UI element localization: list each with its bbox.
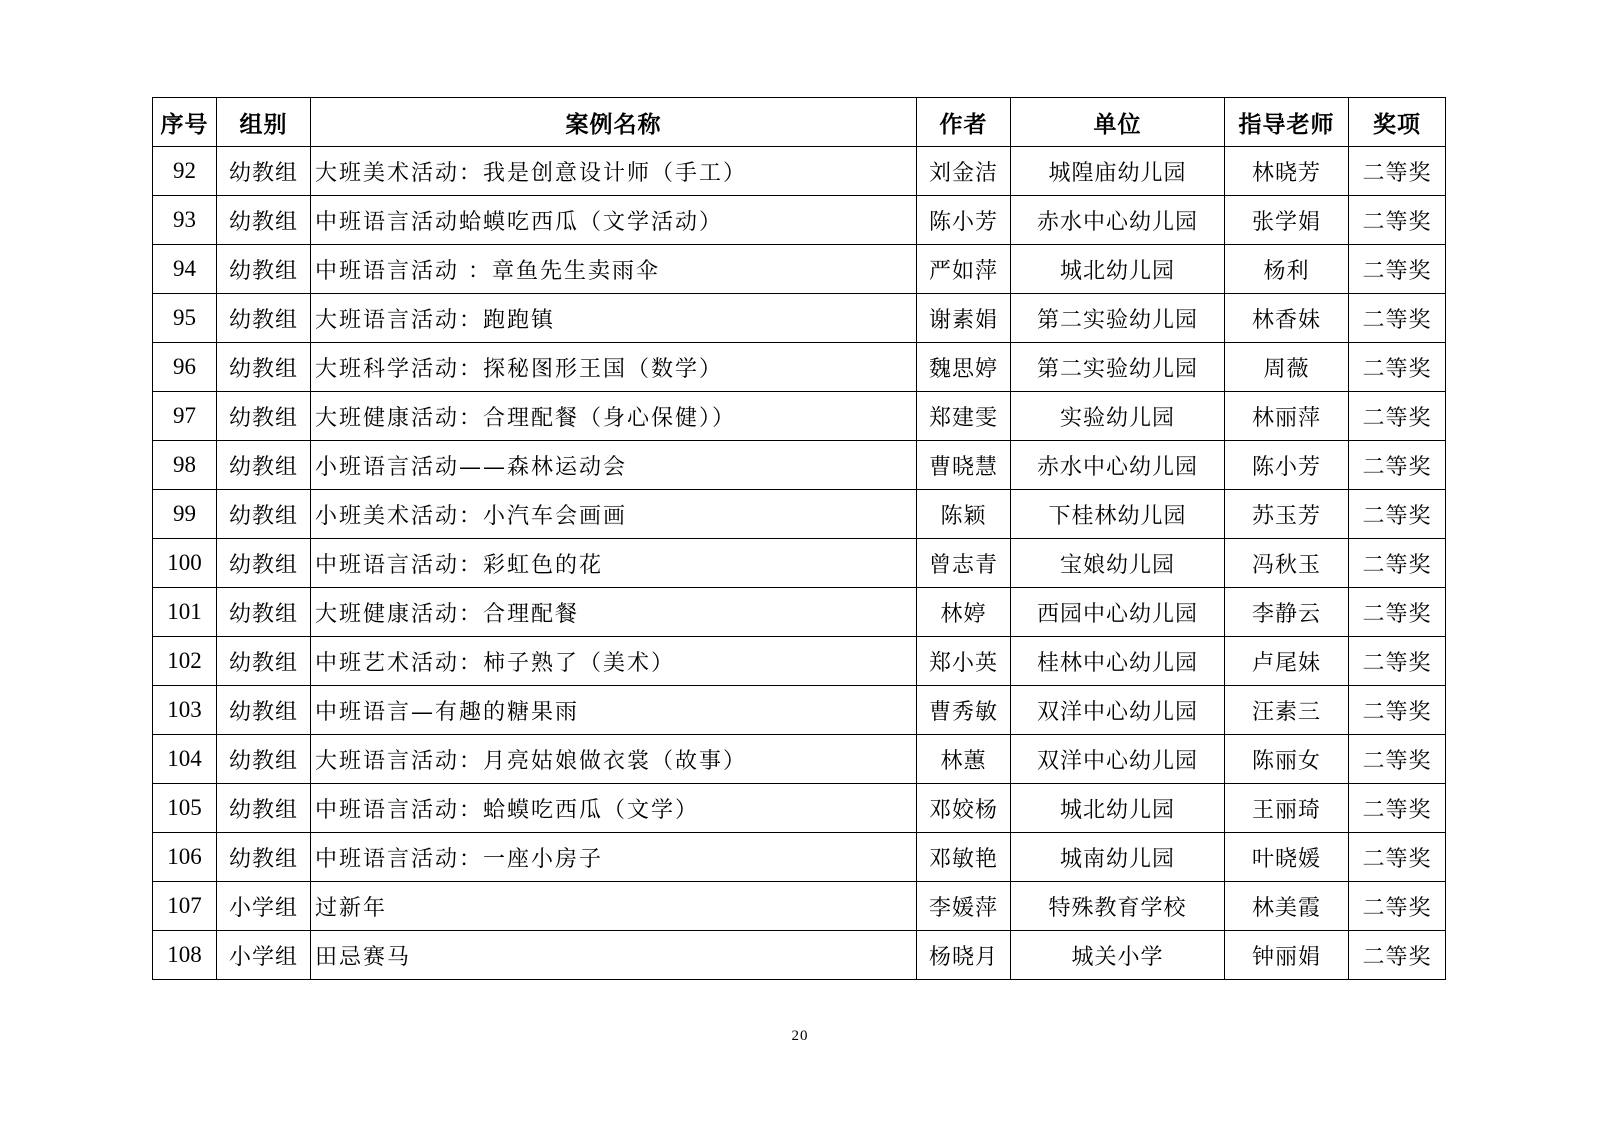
cell-unit: 城关小学 [1011, 931, 1225, 980]
table-row [153, 343, 1446, 392]
cell-index: 99 [153, 490, 217, 539]
cell-award: 二等奖 [1349, 735, 1446, 784]
cell-unit: 第二实验幼儿园 [1011, 294, 1225, 343]
cell-advisor: 林香妹 [1225, 294, 1349, 343]
cell-group: 幼教组 [217, 735, 311, 784]
header-advisor: 指导老师 [1225, 98, 1349, 147]
cell-award: 二等奖 [1349, 441, 1446, 490]
cell-author: 邓姣杨 [917, 784, 1011, 833]
table-row [153, 931, 1446, 980]
cell-case-name: 小班语言活动——森林运动会 [311, 441, 917, 490]
table-row [153, 245, 1446, 294]
cell-group: 幼教组 [217, 539, 311, 588]
cell-author: 林婷 [917, 588, 1011, 637]
cell-group: 小学组 [217, 882, 311, 931]
cell-advisor: 汪素三 [1225, 686, 1349, 735]
cell-group: 幼教组 [217, 196, 311, 245]
cell-unit: 城隍庙幼儿园 [1011, 147, 1225, 196]
header-unit: 单位 [1011, 98, 1225, 147]
cell-award: 二等奖 [1349, 882, 1446, 931]
table-row [153, 588, 1446, 637]
cell-case-name: 中班语言—有趣的糖果雨 [311, 686, 917, 735]
cell-index: 98 [153, 441, 217, 490]
cell-unit: 下桂林幼儿园 [1011, 490, 1225, 539]
cell-advisor: 钟丽娟 [1225, 931, 1349, 980]
cell-advisor: 冯秋玉 [1225, 539, 1349, 588]
table-row [153, 490, 1446, 539]
cell-advisor: 林晓芳 [1225, 147, 1349, 196]
cell-award: 二等奖 [1349, 490, 1446, 539]
table-row [153, 735, 1446, 784]
cell-advisor: 李静云 [1225, 588, 1349, 637]
cell-author: 陈小芳 [917, 196, 1011, 245]
cell-group: 幼教组 [217, 392, 311, 441]
cell-unit: 赤水中心幼儿园 [1011, 196, 1225, 245]
cell-group: 幼教组 [217, 294, 311, 343]
cell-case-name: 大班健康活动：合理配餐 [311, 588, 917, 637]
cell-unit: 宝娘幼儿园 [1011, 539, 1225, 588]
cell-unit: 实验幼儿园 [1011, 392, 1225, 441]
cell-case-name: 中班语言活动：彩虹色的花 [311, 539, 917, 588]
cell-award: 二等奖 [1349, 686, 1446, 735]
cell-award: 二等奖 [1349, 539, 1446, 588]
header-case-name: 案例名称 [311, 98, 917, 147]
header-group: 组别 [217, 98, 311, 147]
cell-unit: 第二实验幼儿园 [1011, 343, 1225, 392]
cell-author: 曹秀敏 [917, 686, 1011, 735]
cell-unit: 双洋中心幼儿园 [1011, 686, 1225, 735]
cell-group: 幼教组 [217, 490, 311, 539]
cell-award: 二等奖 [1349, 784, 1446, 833]
cell-index: 93 [153, 196, 217, 245]
cell-case-name: 中班语言活动蛤蟆吃西瓜（文学活动） [311, 196, 917, 245]
cell-unit: 城南幼儿园 [1011, 833, 1225, 882]
cell-advisor: 周薇 [1225, 343, 1349, 392]
cell-group: 幼教组 [217, 343, 311, 392]
cell-index: 101 [153, 588, 217, 637]
cell-case-name: 过新年 [311, 882, 917, 931]
cell-award: 二等奖 [1349, 931, 1446, 980]
cell-award: 二等奖 [1349, 147, 1446, 196]
table-row [153, 196, 1446, 245]
cell-award: 二等奖 [1349, 294, 1446, 343]
cell-index: 107 [153, 882, 217, 931]
cell-advisor: 陈小芳 [1225, 441, 1349, 490]
cell-author: 郑小英 [917, 637, 1011, 686]
table-row [153, 147, 1446, 196]
cell-index: 102 [153, 637, 217, 686]
cell-group: 幼教组 [217, 637, 311, 686]
cell-unit: 赤水中心幼儿园 [1011, 441, 1225, 490]
cell-award: 二等奖 [1349, 833, 1446, 882]
cell-advisor: 林美霞 [1225, 882, 1349, 931]
cell-unit: 特殊教育学校 [1011, 882, 1225, 931]
cell-author: 曾志青 [917, 539, 1011, 588]
cell-index: 104 [153, 735, 217, 784]
award-table [152, 97, 1446, 980]
cell-case-name: 小班美术活动：小汽车会画画 [311, 490, 917, 539]
cell-award: 二等奖 [1349, 343, 1446, 392]
cell-index: 103 [153, 686, 217, 735]
header-author: 作者 [917, 98, 1011, 147]
cell-author: 刘金洁 [917, 147, 1011, 196]
cell-case-name: 大班语言活动：跑跑镇 [311, 294, 917, 343]
cell-award: 二等奖 [1349, 392, 1446, 441]
cell-case-name: 田忌赛马 [311, 931, 917, 980]
cell-advisor: 杨利 [1225, 245, 1349, 294]
cell-advisor: 陈丽女 [1225, 735, 1349, 784]
cell-group: 幼教组 [217, 441, 311, 490]
cell-author: 林蕙 [917, 735, 1011, 784]
cell-case-name: 大班语言活动：月亮姑娘做衣裳（故事） [311, 735, 917, 784]
header-award: 奖项 [1349, 98, 1446, 147]
cell-award: 二等奖 [1349, 245, 1446, 294]
cell-group: 幼教组 [217, 245, 311, 294]
cell-index: 97 [153, 392, 217, 441]
cell-award: 二等奖 [1349, 588, 1446, 637]
cell-case-name: 大班健康活动：合理配餐（身心保健）） [311, 392, 917, 441]
cell-case-name: 大班科学活动：探秘图形王国（数学） [311, 343, 917, 392]
cell-author: 魏思婷 [917, 343, 1011, 392]
cell-group: 小学组 [217, 931, 311, 980]
cell-index: 106 [153, 833, 217, 882]
cell-award: 二等奖 [1349, 196, 1446, 245]
cell-author: 谢素娟 [917, 294, 1011, 343]
cell-unit: 桂林中心幼儿园 [1011, 637, 1225, 686]
cell-index: 94 [153, 245, 217, 294]
cell-author: 杨晓月 [917, 931, 1011, 980]
cell-case-name: 中班语言活动：一座小房子 [311, 833, 917, 882]
cell-group: 幼教组 [217, 784, 311, 833]
cell-author: 严如萍 [917, 245, 1011, 294]
cell-case-name: 中班艺术活动：柿子熟了（美术） [311, 637, 917, 686]
table-row [153, 294, 1446, 343]
cell-group: 幼教组 [217, 588, 311, 637]
cell-case-name: 中班语言活动 ：章鱼先生卖雨伞 [311, 245, 917, 294]
header-index: 序号 [153, 98, 217, 147]
table-row [153, 637, 1446, 686]
cell-author: 陈颖 [917, 490, 1011, 539]
table-row [153, 392, 1446, 441]
cell-advisor: 林丽萍 [1225, 392, 1349, 441]
cell-advisor: 叶晓媛 [1225, 833, 1349, 882]
cell-unit: 双洋中心幼儿园 [1011, 735, 1225, 784]
cell-group: 幼教组 [217, 833, 311, 882]
table-row [153, 539, 1446, 588]
cell-group: 幼教组 [217, 147, 311, 196]
cell-index: 95 [153, 294, 217, 343]
cell-unit: 城北幼儿园 [1011, 245, 1225, 294]
cell-author: 郑建雯 [917, 392, 1011, 441]
table-body [153, 147, 1446, 980]
cell-index: 108 [153, 931, 217, 980]
cell-author: 邓敏艳 [917, 833, 1011, 882]
cell-case-name: 中班语言活动：蛤蟆吃西瓜（文学） [311, 784, 917, 833]
cell-advisor: 卢尾妹 [1225, 637, 1349, 686]
cell-unit: 西园中心幼儿园 [1011, 588, 1225, 637]
cell-group: 幼教组 [217, 686, 311, 735]
table-row [153, 784, 1446, 833]
table-row [153, 686, 1446, 735]
cell-index: 105 [153, 784, 217, 833]
table-row [153, 833, 1446, 882]
page-number: 20 [791, 1028, 809, 1044]
cell-advisor: 王丽琦 [1225, 784, 1349, 833]
table-row [153, 441, 1446, 490]
cell-index: 100 [153, 539, 217, 588]
cell-case-name: 大班美术活动：我是创意设计师（手工） [311, 147, 917, 196]
cell-index: 92 [153, 147, 217, 196]
cell-author: 曹晓慧 [917, 441, 1011, 490]
cell-advisor: 张学娟 [1225, 196, 1349, 245]
cell-award: 二等奖 [1349, 637, 1446, 686]
cell-index: 96 [153, 343, 217, 392]
cell-author: 李媛萍 [917, 882, 1011, 931]
cell-advisor: 苏玉芳 [1225, 490, 1349, 539]
table-row [153, 882, 1446, 931]
table-header-row [153, 98, 1446, 147]
cell-unit: 城北幼儿园 [1011, 784, 1225, 833]
